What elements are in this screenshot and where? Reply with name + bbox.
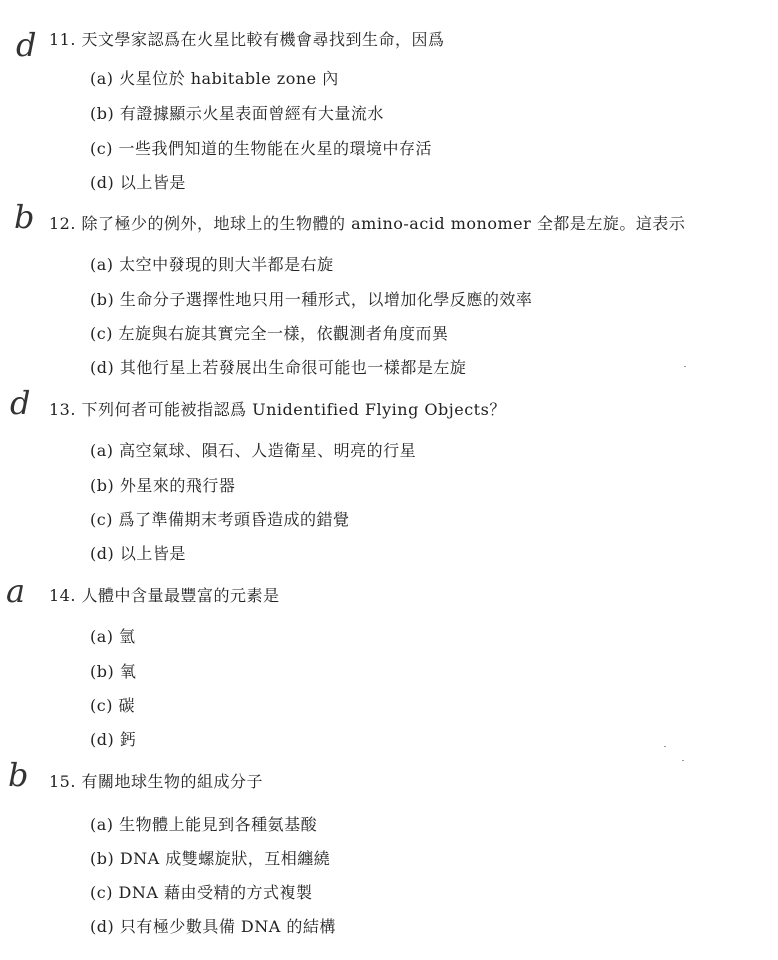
option-b: (b) DNA 成雙螺旋狀，互相纏繞	[90, 849, 331, 868]
scan-speck	[682, 760, 684, 761]
option-b: (b) 氧	[90, 662, 137, 681]
handwritten-answer: d	[16, 26, 37, 64]
option-b: (b) 有證據顯示火星表面曾經有大量流水	[90, 104, 384, 123]
question-stem: 11. 天文學家認爲在火星比較有機會尋找到生命，因爲	[49, 30, 445, 49]
option-c: (c) 一些我們知道的生物能在火星的環境中存活	[90, 139, 433, 158]
option-d: (d) 以上皆是	[90, 544, 186, 563]
option-d: (d) 鈣	[90, 730, 137, 749]
question-stem: 14. 人體中含量最豐富的元素是	[49, 586, 280, 605]
option-d: (d) 其他行星上若發展出生命很可能也一樣都是左旋	[90, 358, 467, 377]
option-b: (b) 外星來的飛行器	[90, 476, 236, 495]
option-b: (b) 生命分子選擇性地只用一種形式，以增加化學反應的效率	[90, 290, 533, 309]
option-d: (d) 只有極少數具備 DNA 的結構	[90, 917, 336, 936]
question-stem: 13. 下列何者可能被指認爲 Unidentified Flying Objects？	[49, 400, 506, 419]
option-a: (a) 生物體上能見到各種氨基酸	[90, 815, 318, 834]
handwritten-answer: b	[8, 756, 29, 794]
scan-speck	[684, 366, 686, 367]
option-a: (a) 火星位於 habitable zone 內	[90, 69, 339, 88]
question-stem: 15. 有關地球生物的組成分子	[49, 772, 264, 791]
handwritten-answer: a	[6, 572, 26, 610]
option-a: (a) 太空中發現的則大半都是右旋	[90, 255, 334, 274]
handwritten-answer: b	[14, 198, 35, 236]
handwritten-answer: d	[10, 384, 31, 422]
option-d: (d) 以上皆是	[90, 173, 186, 192]
scan-speck	[664, 746, 666, 747]
option-c: (c) 碳	[90, 696, 136, 715]
question-stem: 12. 除了極少的例外，地球上的生物體的 amino-acid monomer 全都是左旋。這表示	[49, 214, 686, 233]
option-a: (a) 氫	[90, 627, 136, 646]
option-c: (c) DNA 藉由受精的方式複製	[90, 883, 313, 902]
option-c: (c) 爲了準備期末考頭昏造成的錯覺	[90, 510, 350, 529]
option-a: (a) 高空氣球、隕石、人造衛星、明亮的行星	[90, 441, 417, 460]
option-c: (c) 左旋與右旋其實完全一樣，依觀測者角度而異	[90, 324, 449, 343]
